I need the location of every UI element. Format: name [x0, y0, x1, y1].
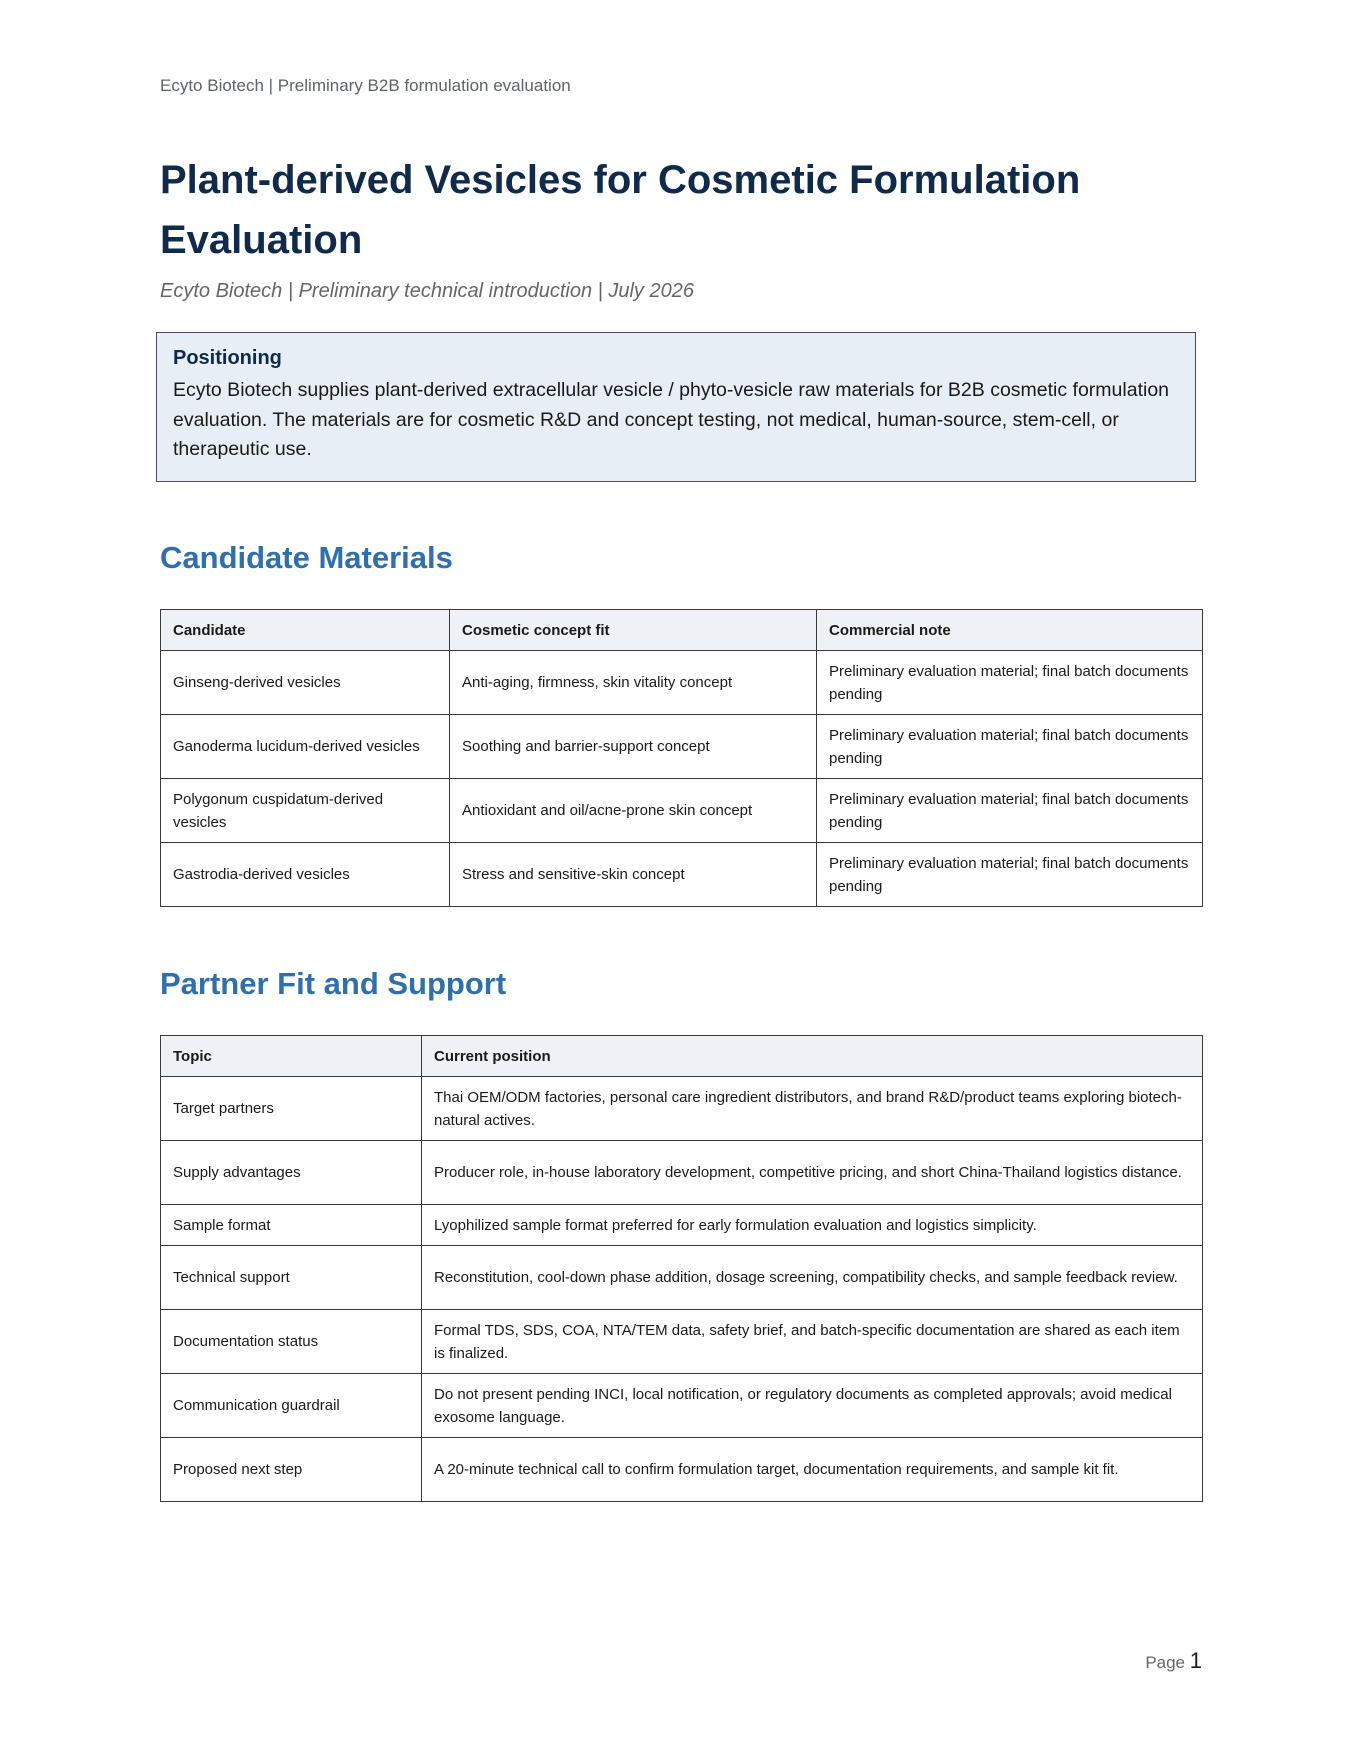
position-cell: A 20-minute technical call to confirm formulation target, documentation requirements, and sample kit fit. — [422, 1438, 1203, 1502]
candidate-cell: Gastrodia-derived vesicles — [161, 843, 450, 907]
commercial-note-cell: Preliminary evaluation material; final batch documents pending — [817, 651, 1203, 715]
column-header-candidate: Candidate — [161, 610, 450, 651]
topic-cell: Technical support — [161, 1246, 422, 1310]
positioning-body: Ecyto Biotech supplies plant-derived extracellular vesicle / phyto-vesicle raw materials for B2B cosmetic formulation evaluation. The materials are for cosmetic R&D and concept testing, not medical, human-source, stem-cell, or therapeutic use. — [173, 379, 1170, 460]
document-subtitle: Ecyto Biotech | Preliminary technical introduction | July 2026 — [160, 280, 694, 302]
commercial-note-cell: Preliminary evaluation material; final batch documents pending — [817, 715, 1203, 779]
positioning-callout — [156, 332, 1196, 482]
table-row — [161, 1374, 1203, 1438]
commercial-note-cell: Preliminary evaluation material; final batch documents pending — [817, 779, 1203, 843]
table-row — [161, 1141, 1203, 1205]
table-row — [161, 651, 1203, 715]
table-row — [161, 1077, 1203, 1141]
positioning-heading: Positioning — [173, 347, 282, 369]
page-label: Page — [1145, 1653, 1186, 1672]
commercial-note-cell: Preliminary evaluation material; final batch documents pending — [817, 843, 1203, 907]
table-row — [161, 843, 1203, 907]
table-row — [161, 1310, 1203, 1374]
topic-cell: Sample format — [161, 1205, 422, 1246]
running-header: Ecyto Biotech | Preliminary B2B formulation evaluation — [160, 76, 571, 95]
concept-fit-cell: Stress and sensitive-skin concept — [450, 843, 817, 907]
topic-cell: Communication guardrail — [161, 1374, 422, 1438]
table-row — [161, 715, 1203, 779]
position-cell: Reconstitution, cool-down phase addition, dosage screening, compatibility checks, and sample feedback review. — [422, 1246, 1203, 1310]
candidate-cell: Polygonum cuspidatum-derived vesicles — [161, 779, 450, 843]
page-number-value: 1 — [1189, 1648, 1202, 1673]
partner-fit-table — [160, 1035, 1203, 1502]
position-cell: Do not present pending INCI, local notification, or regulatory documents as completed approvals; avoid medical exosome language. — [422, 1374, 1203, 1438]
topic-cell: Supply advantages — [161, 1141, 422, 1205]
concept-fit-cell: Soothing and barrier-support concept — [450, 715, 817, 779]
position-cell: Producer role, in-house laboratory development, competitive pricing, and short China-Thailand logistics distance. — [422, 1141, 1203, 1205]
position-cell: Thai OEM/ODM factories, personal care ingredient distributors, and brand R&D/product teams exploring biotech-natural actives. — [422, 1077, 1203, 1141]
table-row — [161, 1246, 1203, 1310]
partner-fit-heading: Partner Fit and Support — [160, 966, 507, 1001]
topic-cell: Target partners — [161, 1077, 422, 1141]
table-row — [161, 1205, 1203, 1246]
table-row — [161, 1438, 1203, 1502]
table-header-row — [161, 610, 1203, 651]
candidate-cell: Ganoderma lucidum-derived vesicles — [161, 715, 450, 779]
document-title: Plant-derived Vesicles for Cosmetic Formulation Evaluation — [160, 158, 1081, 262]
column-header-concept-fit: Cosmetic concept fit — [450, 610, 817, 651]
position-cell: Lyophilized sample format preferred for early formulation evaluation and logistics simplicity. — [422, 1205, 1203, 1246]
concept-fit-cell: Anti-aging, firmness, skin vitality concept — [450, 651, 817, 715]
topic-cell: Documentation status — [161, 1310, 422, 1374]
column-header-current-position: Current position — [422, 1036, 1203, 1077]
concept-fit-cell: Antioxidant and oil/acne-prone skin concept — [450, 779, 817, 843]
position-cell: Formal TDS, SDS, COA, NTA/TEM data, safety brief, and batch-specific documentation are shared as each item is finalized. — [422, 1310, 1203, 1374]
candidate-materials-table — [160, 609, 1203, 907]
column-header-commercial-note: Commercial note — [817, 610, 1203, 651]
column-header-topic: Topic — [161, 1036, 422, 1077]
candidate-cell: Ginseng-derived vesicles — [161, 651, 450, 715]
table-row — [161, 779, 1203, 843]
table-header-row — [161, 1036, 1203, 1077]
topic-cell: Proposed next step — [161, 1438, 422, 1502]
candidate-materials-heading: Candidate Materials — [160, 540, 453, 575]
page-number — [1145, 1648, 1202, 1674]
